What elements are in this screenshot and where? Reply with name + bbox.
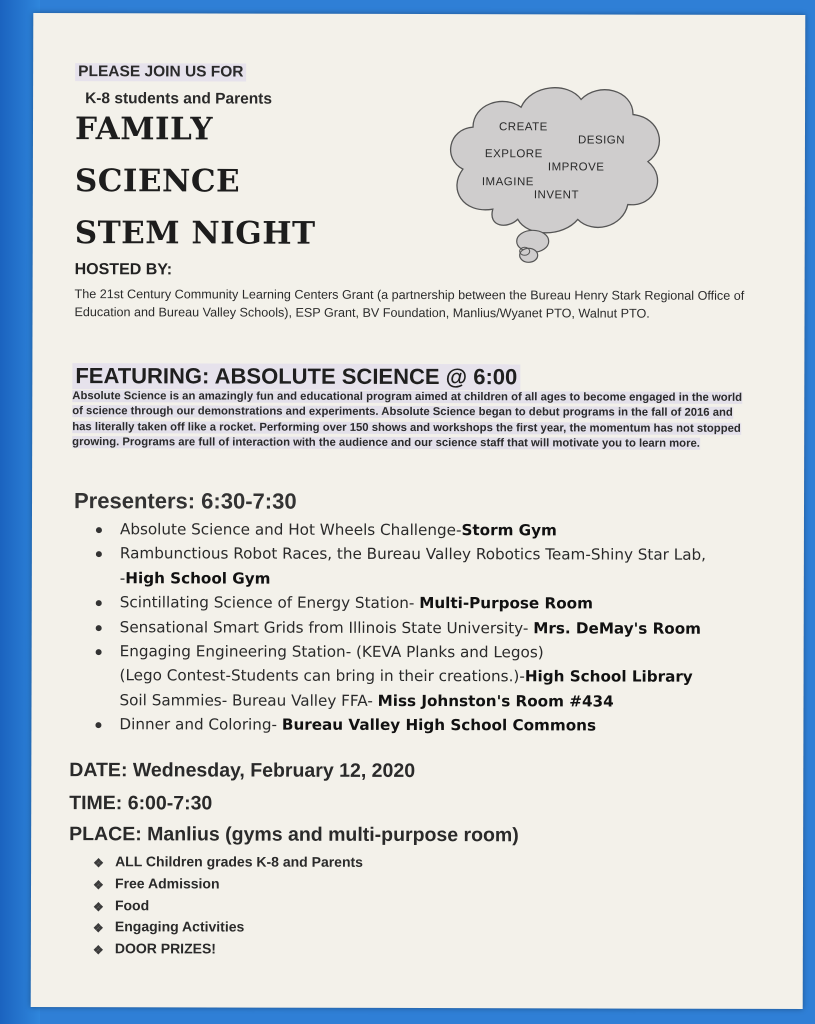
perk-text: Food: [114, 896, 150, 913]
perk-text: Engaging Activities: [114, 918, 245, 935]
list-item: [91, 895, 363, 918]
diamond-bullet-icon: ❖: [92, 899, 104, 914]
diamond-bullet-icon: ❖: [93, 877, 104, 892]
perk-text: Free Admission: [115, 875, 220, 892]
list-item: [94, 590, 794, 616]
hosted-by-body: The 21st Century Community Learning Centers Grant (a partnership between the Bureau Henry Stark Regional Office of Education and Bureau Valley Schools), ESP Grant, BV Foundation, Manlius/Wyanet PTO, Walnut PTO.: [74, 287, 745, 321]
list-item: [91, 938, 363, 961]
cloud-word-design: DESIGN: [577, 134, 626, 147]
bullet-icon: [95, 722, 101, 728]
presenter-location: Mrs. DeMay's Room: [533, 618, 702, 638]
bullet-icon: [96, 552, 102, 558]
presenter-location: Bureau Valley High School Commons: [281, 715, 597, 735]
featuring-heading: FEATURING: ABSOLUTE SCIENCE @ 6:00: [72, 363, 520, 390]
presenter-location: Storm Gym: [461, 521, 557, 540]
presenter-text: Absolute Science and Hot Wheels Challenge-: [119, 520, 462, 540]
bullet-icon: [96, 625, 102, 631]
presenter-text: Soil Sammies- Bureau Valley FFA-: [119, 691, 378, 710]
presenter-text: Dinner and Coloring-: [119, 715, 282, 734]
invite-line: PLEASE JOIN US FOR: [75, 63, 246, 81]
presenter-location: Miss Johnston's Room #434: [377, 691, 614, 711]
cloud-word-create: CREATE: [498, 121, 548, 134]
presenter-text: Sensational Smart Grids from Illinois State University-: [119, 617, 534, 637]
hosted-by-heading: HOSTED BY:: [74, 261, 173, 279]
title-stem-night: STEM NIGHT: [74, 215, 316, 252]
presenters-list: [93, 517, 794, 738]
presenter-text: Rambunctious Robot Races, the Bureau Valley Robotics Team-Shiny Star Lab,: [119, 544, 707, 565]
title-family: FAMILY: [74, 111, 214, 148]
presenter-location: High School Library: [524, 667, 693, 687]
date-value: Wednesday, February 12, 2020: [132, 759, 416, 782]
place-line: [69, 823, 519, 847]
perk-text: ALL Children grades K-8 and Parents: [115, 853, 364, 870]
list-item: [94, 542, 794, 593]
list-item: [93, 712, 793, 738]
diamond-bullet-icon: ❖: [92, 921, 104, 936]
cloud-word-imagine: IMAGINE: [481, 176, 534, 189]
list-item: [91, 851, 363, 874]
audience-line: K-8 students and Parents: [85, 90, 273, 108]
cloud-word-explore: EXPLORE: [484, 148, 543, 161]
bullet-icon: [96, 649, 102, 655]
presenter-text-continued: (Lego Contest-Students can bring in their creations.)-: [119, 666, 525, 686]
list-item: [93, 688, 793, 714]
presenter-text-continued: -: [119, 569, 126, 588]
place-label: PLACE:: [69, 823, 142, 846]
flyer-paper: [31, 13, 806, 1009]
cloud-word-improve: IMPROVE: [547, 161, 605, 174]
diamond-bullet-icon: ❖: [92, 943, 104, 958]
presenters-heading: Presenters: 6:30-7:30: [73, 488, 297, 514]
presenter-location: Multi-Purpose Room: [419, 594, 593, 613]
bullet-icon: [96, 600, 102, 606]
perk-text: DOOR PRIZES!: [114, 940, 216, 957]
presenter-text: Scintillating Science of Energy Station-: [119, 593, 420, 613]
list-item: [94, 615, 794, 641]
featuring-body-text: Absolute Science is an amazingly fun and educational program aimed at children of all ages to become engaged in the world of science through our demonstrations and experiments. Absolute Science began to debut programs in the fall of 2016 and has literally taken off like a rocket. Performing over 150 shows and workshops the first year, the momentum has not stopped growing. Programs are full of interaction with the audience and our science staff that will motivate you to learn more.: [72, 390, 743, 450]
time-value: 6:00-7:30: [127, 792, 213, 815]
time-label: TIME:: [69, 792, 123, 815]
list-item: [91, 873, 363, 896]
bullet-icon: [96, 527, 102, 533]
list-item: [91, 917, 363, 940]
list-item: [94, 639, 794, 690]
time-line: [69, 792, 212, 815]
date-line: [69, 759, 415, 783]
featuring-body: [72, 389, 750, 452]
title-science: SCIENCE: [74, 163, 241, 200]
cloud-word-invent: INVENT: [533, 189, 580, 202]
presenter-location: High School Gym: [125, 569, 271, 588]
place-value: Manlius (gyms and multi-purpose room): [147, 823, 519, 847]
presenter-text: Engaging Engineering Station- (KEVA Planks and Legos): [119, 642, 544, 662]
date-label: DATE:: [69, 759, 128, 782]
diamond-bullet-icon: ❖: [93, 856, 104, 871]
perks-list: [91, 851, 363, 961]
thought-cloud-graphic: [433, 69, 674, 270]
list-item: [94, 517, 794, 543]
